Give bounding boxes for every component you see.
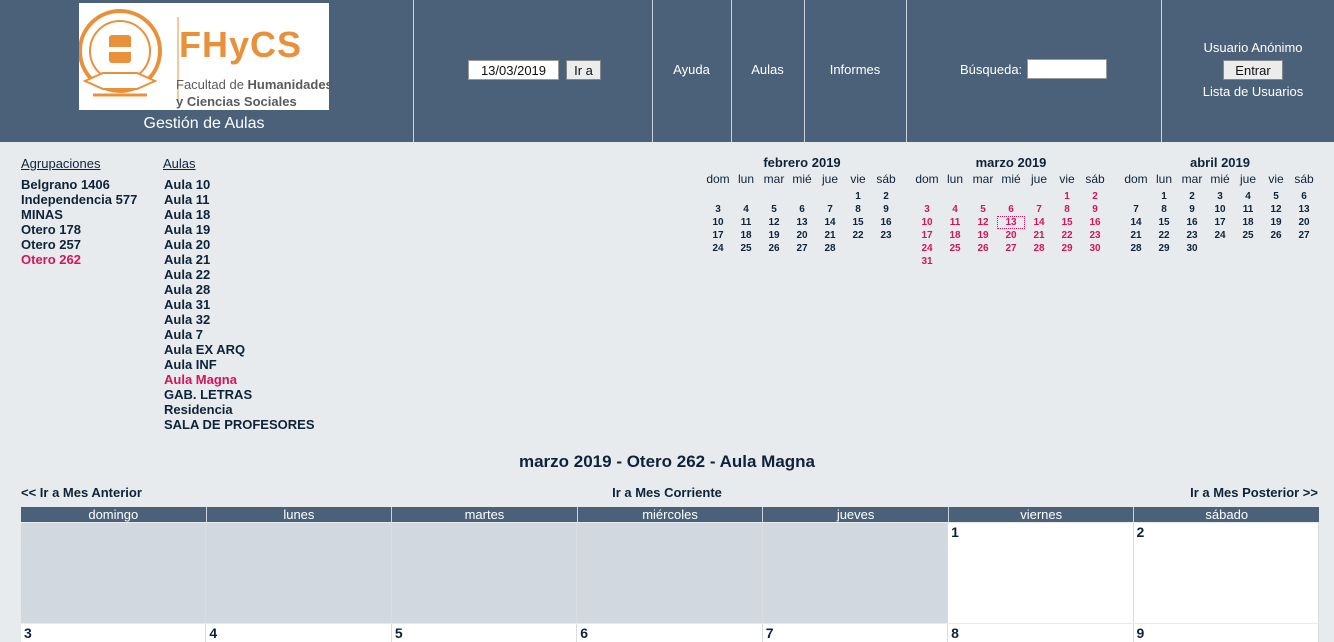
mini-calendar-march (913, 155, 1109, 268)
mini-empty-day (969, 190, 997, 203)
mini-empty-day (1122, 190, 1150, 203)
grouping-item[interactable]: Belgrano 1406 (21, 177, 110, 192)
grouping-item[interactable]: Otero 178 (21, 222, 81, 237)
mini-day[interactable]: 7 (1036, 204, 1042, 215)
current-month-wrapper (0, 485, 1334, 500)
room-item[interactable]: Aula 31 (164, 297, 211, 312)
go-to-date-button[interactable]: Ir a (566, 60, 601, 80)
empty-day-cell (21, 523, 206, 623)
mini-weekday-label: sáb (876, 172, 896, 186)
mini-weekday-label: vie (1059, 172, 1075, 186)
mini-day[interactable]: 8 (855, 204, 861, 215)
room-item[interactable]: GAB. LETRAS (164, 387, 253, 402)
mini-day[interactable]: 1 (1064, 191, 1070, 202)
empty-day-cell (206, 523, 391, 623)
room-item[interactable]: Aula 11 (164, 192, 210, 207)
logo-subtitle-line2: y Ciencias Sociales (176, 94, 297, 109)
day-cell[interactable]: 2 (1134, 523, 1319, 623)
mini-day[interactable]: 14 (824, 217, 836, 228)
header-divider (1161, 0, 1162, 142)
mini-day[interactable]: 1 (1161, 191, 1167, 202)
mini-empty-day (1025, 190, 1053, 203)
room-item[interactable]: SALA DE PROFESORES (164, 417, 315, 432)
logo-subtitle-bold: Humanidades (247, 77, 333, 92)
fhycs-logo[interactable] (79, 3, 333, 110)
mini-day[interactable]: 15 (1158, 217, 1170, 228)
mini-day[interactable]: 9 (1189, 204, 1195, 215)
mini-day[interactable]: 28 (1033, 243, 1045, 254)
mini-day[interactable]: 11 (740, 217, 752, 228)
mini-day[interactable]: 11 (1242, 204, 1254, 215)
mini-day[interactable]: 29 (1061, 243, 1073, 254)
mini-day[interactable]: 23 (1186, 230, 1198, 241)
mini-day[interactable]: 23 (880, 230, 892, 241)
reports-link[interactable]: Informes (829, 62, 881, 77)
mini-day[interactable]: 4 (1245, 191, 1251, 202)
mini-calendar-days (913, 190, 1109, 268)
day-cell[interactable]: 3 (21, 624, 206, 642)
mini-empty-day (704, 190, 732, 203)
mini-day[interactable]: 19 (1270, 217, 1282, 228)
user-name: Usuario Anónimo (1203, 40, 1303, 55)
mini-day[interactable]: 12 (768, 217, 780, 228)
mini-day[interactable]: 27 (1298, 230, 1310, 241)
mini-empty-day (760, 190, 788, 203)
rooms-list (164, 177, 314, 432)
mini-calendar-days (704, 190, 900, 255)
app-title: Gestión de Aulas (143, 115, 265, 132)
mini-empty-day (816, 190, 844, 203)
current-month-link[interactable]: Ir a Mes Corriente (612, 485, 722, 500)
mini-day[interactable]: 9 (1092, 204, 1098, 215)
mini-weekday-label: mar (972, 172, 994, 186)
mini-empty-day (732, 190, 760, 203)
room-item[interactable]: Aula 18 (164, 207, 211, 222)
mini-weekday-label: vie (1268, 172, 1284, 186)
mini-empty-day (997, 190, 1025, 203)
mini-day[interactable]: 21 (824, 230, 836, 241)
mini-day[interactable]: 30 (1089, 243, 1101, 254)
mini-day[interactable]: 20 (796, 230, 808, 241)
mini-day[interactable]: 11 (949, 217, 961, 228)
room-item[interactable]: Aula 32 (164, 312, 211, 327)
mini-day[interactable]: 15 (852, 217, 864, 228)
mini-weekday-label: mié (1001, 172, 1021, 186)
mini-weekday-label: jue (821, 172, 838, 186)
search-input[interactable] (1027, 59, 1107, 79)
day-cell[interactable]: 1 (948, 523, 1133, 623)
mini-day[interactable]: 13 (796, 217, 808, 228)
mini-day[interactable]: 5 (771, 204, 777, 215)
day-cell[interactable]: 6 (577, 624, 762, 642)
week-row (21, 522, 1319, 623)
mini-day[interactable]: 24 (921, 243, 933, 254)
mini-weekday-label: dom (706, 172, 730, 186)
mini-day[interactable]: 2 (1189, 191, 1195, 202)
mini-day[interactable]: 18 (1242, 217, 1254, 228)
mini-day[interactable]: 26 (768, 243, 780, 254)
empty-day-cell (763, 523, 948, 623)
rooms-link[interactable]: Aulas (751, 62, 784, 77)
mini-calendar-title[interactable]: marzo 2019 (975, 155, 1047, 170)
mini-weekday-label: mar (1181, 172, 1203, 186)
mini-day[interactable]: 20 (1005, 230, 1017, 241)
mini-day[interactable]: 6 (1301, 191, 1307, 202)
mini-day[interactable]: 24 (1214, 230, 1226, 241)
groupings-list (21, 177, 137, 267)
grouping-item[interactable]: Otero 257 (21, 237, 81, 252)
mini-day[interactable]: 25 (740, 243, 752, 254)
mini-day[interactable]: 13 (997, 216, 1025, 229)
mini-day[interactable]: 27 (1005, 243, 1017, 254)
mini-day[interactable]: 23 (1089, 230, 1101, 241)
mini-calendar-weekdays (704, 172, 900, 187)
mini-day[interactable]: 29 (1158, 243, 1170, 254)
logo-subtitle-line1 (176, 77, 333, 92)
mini-day[interactable]: 17 (921, 230, 933, 241)
mini-day[interactable]: 22 (852, 230, 864, 241)
header-bar (0, 0, 1334, 142)
weekday-header: viernes (949, 507, 1135, 522)
room-item[interactable]: Aula 21 (164, 252, 211, 267)
mini-day[interactable]: 5 (1273, 191, 1279, 202)
mini-day[interactable]: 10 (712, 217, 724, 228)
mini-day[interactable]: 2 (883, 191, 889, 202)
mini-day[interactable]: 19 (768, 230, 780, 241)
mini-weekday-label: jue (1239, 172, 1256, 186)
empty-day-cell (577, 523, 762, 623)
mini-day[interactable]: 28 (1130, 243, 1142, 254)
header-divider (906, 0, 907, 142)
mini-weekday-label: lun (737, 172, 754, 186)
mini-day[interactable]: 15 (1061, 217, 1073, 228)
mini-day[interactable]: 28 (824, 243, 836, 254)
room-item[interactable]: Aula 22 (164, 267, 211, 282)
mini-calendar-weekdays (1122, 172, 1318, 187)
room-item[interactable]: Aula 28 (164, 282, 211, 297)
mini-day[interactable]: 12 (977, 217, 989, 228)
mini-weekday-label: jue (1030, 172, 1047, 186)
mini-day[interactable]: 12 (1270, 204, 1282, 215)
mini-day[interactable]: 4 (952, 204, 958, 215)
mini-day[interactable]: 6 (799, 204, 805, 215)
room-item[interactable]: Residencia (164, 402, 233, 417)
mini-calendar-weekdays (913, 172, 1109, 187)
mini-day[interactable]: 25 (1242, 230, 1254, 241)
grouping-item[interactable]: Independencia 577 (21, 192, 138, 207)
week-row (21, 623, 1319, 642)
groupings-heading[interactable]: Agrupaciones (21, 156, 101, 171)
mini-day[interactable]: 22 (1061, 230, 1073, 241)
mini-weekday-label: sáb (1085, 172, 1105, 186)
mini-empty-day (913, 190, 941, 203)
next-month-link[interactable]: Ir a Mes Posterior >> (1190, 485, 1318, 500)
mini-day[interactable]: 13 (1298, 204, 1310, 215)
mini-day[interactable]: 14 (1130, 217, 1142, 228)
room-item[interactable]: Aula Magna (164, 372, 237, 387)
mini-day[interactable]: 3 (924, 204, 930, 215)
room-item[interactable]: Aula 7 (164, 327, 204, 342)
day-cell[interactable]: 9 (1134, 624, 1319, 642)
header-divider (413, 0, 414, 142)
mini-day[interactable]: 16 (1089, 217, 1101, 228)
day-cell[interactable]: 8 (948, 624, 1133, 642)
logo-wordmark: FHyCS (179, 24, 303, 65)
mini-day[interactable]: 16 (880, 217, 892, 228)
mini-weekday-label: sáb (1294, 172, 1314, 186)
mini-day[interactable]: 25 (949, 243, 961, 254)
mini-weekday-label: lun (946, 172, 963, 186)
mini-weekday-label: mié (1210, 172, 1230, 186)
mini-calendar-february (704, 155, 900, 255)
logo-subtitle-plain: Facultad de (176, 77, 248, 92)
grouping-item[interactable]: Otero 262 (21, 252, 81, 267)
mini-day[interactable]: 24 (712, 243, 724, 254)
mini-weekday-label: lun (1155, 172, 1172, 186)
mini-day[interactable]: 16 (1186, 217, 1198, 228)
mini-weekday-label: dom (915, 172, 939, 186)
users-list-link[interactable]: Lista de Usuarios (1202, 84, 1304, 99)
mini-day[interactable]: 19 (977, 230, 989, 241)
mini-calendar-april (1122, 155, 1318, 255)
mini-day[interactable]: 1 (855, 191, 861, 202)
mini-day[interactable]: 30 (1186, 243, 1198, 254)
mini-day[interactable]: 20 (1298, 217, 1310, 228)
mini-day[interactable]: 26 (977, 243, 989, 254)
mini-weekday-label: vie (850, 172, 866, 186)
mini-calendar-days (1122, 190, 1318, 255)
mini-day[interactable]: 8 (1064, 204, 1070, 215)
mini-weekday-label: mié (792, 172, 812, 186)
weekday-header: miércoles (578, 507, 764, 522)
page-title: marzo 2019 - Otero 262 - Aula Magna (518, 452, 816, 471)
mini-weekday-label: dom (1124, 172, 1148, 186)
search-label: Búsqueda: (960, 62, 1023, 77)
mini-day[interactable]: 18 (740, 230, 752, 241)
mini-day[interactable]: 18 (949, 230, 961, 241)
room-item[interactable]: Aula INF (164, 357, 217, 372)
empty-day-cell (392, 523, 577, 623)
weekday-header: lunes (207, 507, 393, 522)
mini-day[interactable]: 10 (1214, 204, 1226, 215)
mini-day[interactable]: 14 (1033, 217, 1045, 228)
mini-day[interactable]: 26 (1270, 230, 1282, 241)
mini-day[interactable]: 8 (1161, 204, 1167, 215)
room-item[interactable]: Aula EX ARQ (164, 342, 246, 357)
room-item[interactable]: Aula 20 (164, 237, 211, 252)
mini-day[interactable]: 7 (827, 204, 833, 215)
mini-day[interactable]: 3 (1217, 191, 1223, 202)
weekday-header: domingo (21, 507, 207, 522)
mini-day[interactable]: 4 (743, 204, 749, 215)
mini-day[interactable]: 2 (1092, 191, 1098, 202)
mini-day[interactable]: 17 (1214, 217, 1226, 228)
date-input[interactable] (468, 60, 559, 80)
mini-day[interactable]: 21 (1033, 230, 1045, 241)
mini-day[interactable]: 21 (1130, 230, 1142, 241)
mini-calendar-title[interactable]: febrero 2019 (763, 155, 841, 170)
day-cell[interactable]: 7 (763, 624, 948, 642)
mini-day[interactable]: 22 (1158, 230, 1170, 241)
month-calendar-weekdays (21, 507, 1319, 522)
help-link[interactable]: Ayuda (673, 62, 710, 77)
weekday-header: martes (392, 507, 578, 522)
mini-day[interactable]: 9 (883, 204, 889, 215)
mini-day[interactable]: 10 (921, 217, 933, 228)
grouping-item[interactable]: MINAS (21, 207, 63, 222)
room-item[interactable]: Aula 10 (164, 177, 211, 192)
mini-day[interactable]: 7 (1133, 204, 1139, 215)
previous-month-link[interactable]: << Ir a Mes Anterior (21, 485, 142, 500)
day-cell[interactable]: 5 (392, 624, 577, 642)
login-button[interactable]: Entrar (1223, 60, 1283, 80)
weekday-header: jueves (763, 507, 949, 522)
mini-empty-day (788, 190, 816, 203)
mini-weekday-label: mar (763, 172, 785, 186)
day-cell[interactable]: 4 (206, 624, 391, 642)
weekday-header: sábado (1205, 507, 1249, 522)
room-item[interactable]: Aula 19 (164, 222, 211, 237)
mini-calendar-title[interactable]: abril 2019 (1190, 155, 1250, 170)
month-calendar (21, 507, 1319, 642)
mini-day[interactable]: 3 (715, 204, 721, 215)
mini-day[interactable]: 6 (1008, 204, 1014, 215)
rooms-heading[interactable]: Aulas (163, 156, 196, 171)
mini-day[interactable]: 17 (712, 230, 724, 241)
mini-day[interactable]: 5 (980, 204, 986, 215)
month-calendar-body (21, 522, 1319, 642)
mini-day[interactable]: 31 (921, 256, 933, 267)
mini-empty-day (941, 190, 969, 203)
mini-day[interactable]: 27 (796, 243, 808, 254)
